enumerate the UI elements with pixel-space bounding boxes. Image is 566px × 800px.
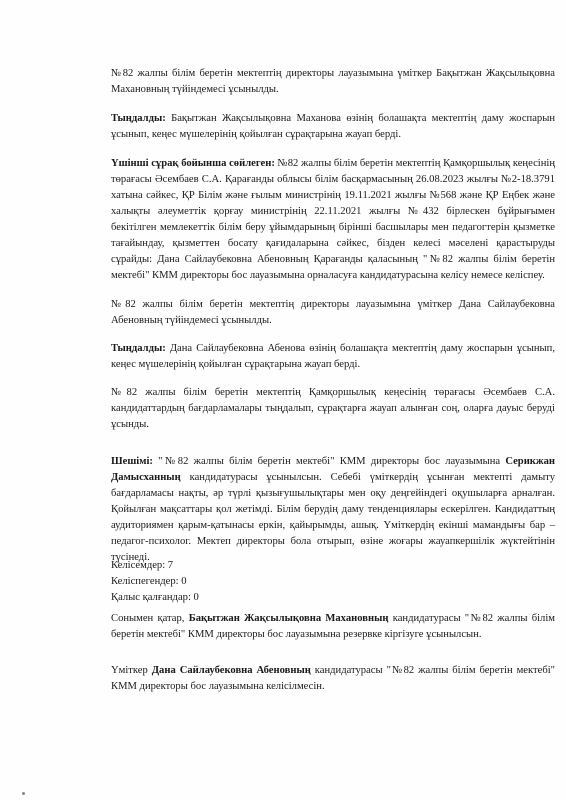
paragraph-text: кандидатурасы "№82 жалпы білім беретін мектебі" КММ директоры бос лауазымына резервке кіргізуге ұсынылсын. (111, 613, 555, 640)
paragraph-text: кандидатурасы "№82 жалпы білім беретін мектебі" КММ директоры бос лауазымына келісілмесін. (111, 665, 556, 692)
paragraph-text: №82 жалпы білім беретін мектептің директоры лауазымына үміткер Дана Сайлаубековна Абеновның түйіндемесі ұсынылды. (111, 299, 555, 326)
paragraph-reserve (111, 611, 555, 643)
paragraph-resume-abenova (111, 297, 555, 329)
vote-results (111, 558, 555, 606)
scan-artifact (22, 792, 25, 795)
paragraph-text: №82 жалпы білім беретін мектептің директоры лауазымына үміткер Бақытжан Жақсылықовна Махановның түйіндемесі ұсынылды. (111, 68, 555, 95)
paragraph-text: Дана Сайлаубековна Абенова өзінің болашақта мектептің даму жоспарын ұсынып, кеңес мүшелерінің қойылған сұрақтарына жауап берді. (111, 343, 555, 370)
paragraph-heard-abenova (111, 341, 555, 373)
paragraph-text: Сонымен қатар, (111, 613, 189, 624)
paragraph-not-approved (111, 663, 555, 695)
votes-abstain: Қалыс қалғандар: 0 (111, 592, 199, 603)
heard-label: Тыңдалды: (111, 343, 166, 354)
paragraph-text: "№82 жалпы білім беретін мектебі" КММ директоры бос лауазымына (152, 456, 506, 467)
paragraph-heard-makhanova (111, 111, 555, 143)
paragraph-vote-proposal (111, 385, 555, 433)
votes-against: Келіспегендер: 0 (111, 576, 187, 587)
speaker-label: Үшінші сұрақ бойынша сөйлеген: (111, 158, 275, 169)
decision-label: Шешімі: (111, 456, 153, 467)
paragraph-text: Үміткер (111, 665, 152, 676)
paragraph-text: №82 жалпы білім беретін мектептің Қамқоршылық кеңесінің төрағасы Әсембаев С.А. кандидаттардың бағдарламалары тыңдалып, сұрақтарға жауап алынған соң, оларға дауыс беруді ұсынды. (111, 387, 555, 430)
paragraph-third-question (111, 156, 555, 284)
votes-for: Келісемдер: 7 (111, 560, 174, 571)
candidate-name: Бақытжан Жақсылықовна Махановның (188, 613, 389, 624)
paragraph-decision (111, 454, 555, 566)
candidate-name: Серикжан Дамысханның (111, 456, 555, 483)
paragraph-text: №82 жалпы білім беретін мектептің Қамқоршылық кеңесінің төрағасы Әсембаев С.А. Қарағанды облысы білім басқармасының 26.08.2023 жылғы №2-18.3791 хатына сәйкес, ҚР Білім және ғылым министрінің 19.11.2021 жылғы №568 және ҚР Еңбек және халықты әлеуметтік қорғау министрінің 22.11.2021 жылғы №432 бірлескен бұйрығымен бекітілген мемлекеттік білім беру ұйымдарының бірінші басшылары мен педагогтерін қызметке тағайындау, қызметтен босату қағидаларына сәйкес, бізден келесі мәселені қарастыруды сұрайды: Дана Сайлаубековна Абеновның Қарағанды қаласының "№82 жалпы білім беретін мектебі" КММ директоры бос лауазымына орналасуға кандидатурасына келісу немесе келіспеу. (111, 158, 555, 281)
candidate-name: Дана Сайлаубековна Абеновның (151, 665, 311, 676)
heard-label: Тыңдалды: (111, 113, 166, 124)
paragraph-text: кандидатурасы ұсынылсын. Себебі үміткердің ұсынған мектепті дамыту бағдарламасы нақты, әр түрлі қызығушылықтары мен оқу деңгейіндегі оқушыларға арналған. Қойылған мақсаттары қол жетімді. Білім берудің даму тенденциялары ескерілген. Кандидаттың аудиториямен қарым-қатынасы еркін, қайырымды, ашық. Үміткердің екінші мамандығы бар – педагог-психолог. Мектеп директоры бола отырып, өзіне жоғары жауапкершілік жүктейтінін түсінеді. (111, 472, 555, 563)
paragraph-resume-makhanova (111, 66, 555, 98)
paragraph-text: Бақытжан Жақсылықовна Маханова өзінің болашақта мектептің даму жоспарын ұсынып, кеңес мүшелерінің қойылған сұрақтарына жауап берді. (111, 113, 555, 140)
